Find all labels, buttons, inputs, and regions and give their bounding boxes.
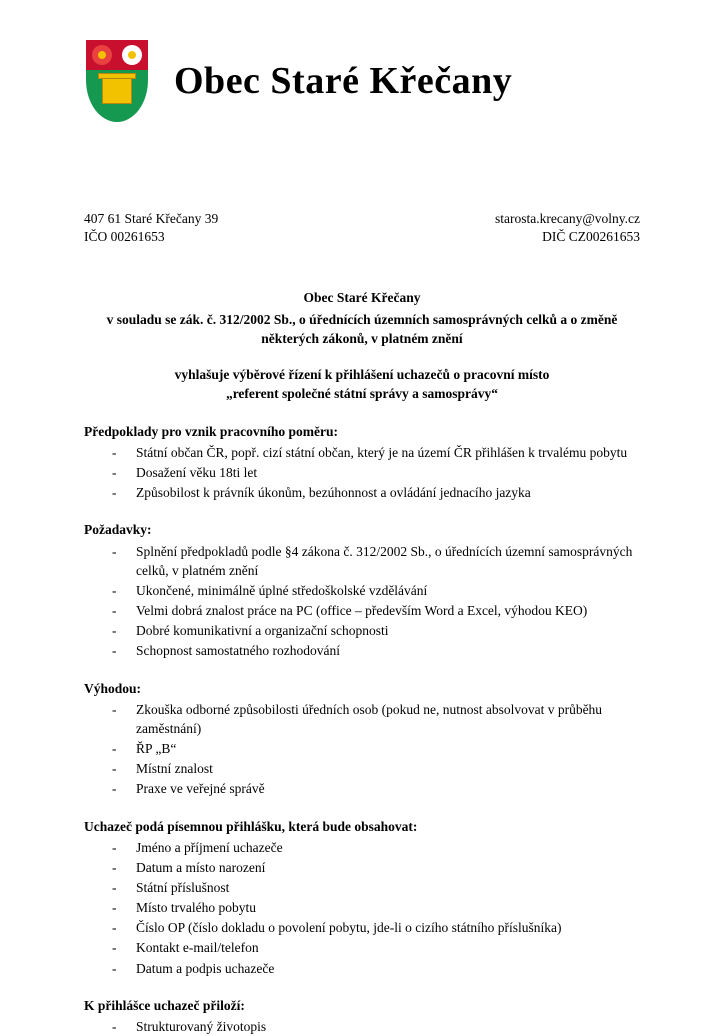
document-intro (84, 310, 640, 349)
list-item: - Místní znalost (104, 759, 640, 778)
section-heading: Požadavky: (84, 522, 152, 538)
intro-line-2: některých zákonů, v platném znění (261, 331, 463, 347)
list-item: - Splnění předpokladů podle §4 zákona č. 312/2002 Sb., o úřednících územní samosprávných celků, v platném znění (104, 542, 640, 580)
list-item: - Zkouška odborné způsobilosti úředních osob (pokud ne, nutnost absolvovat v průběhu zaměstnání) (104, 700, 640, 738)
list-item: - ŘP „B“ (104, 739, 640, 758)
list-item: - Způsobilost k právník úkonům, bezúhonnost a ovládání jednacího jazyka (104, 483, 640, 502)
section-heading: Uchazeč podá písemnou přihlášku, která bude obsahovat: (84, 818, 418, 834)
list-item: - Strukturovaný životopis (104, 1017, 640, 1036)
list-item: - Praxe ve veřejné správě (104, 779, 640, 798)
list-item: - Kontakt e-mail/telefon (104, 938, 640, 957)
section-heading: K přihlášce uchazeč přiloží: (84, 997, 245, 1013)
ico-line: IČO 00261653 (84, 229, 165, 245)
section-heading: Výhodou: (84, 680, 142, 696)
address-left (84, 210, 218, 246)
organization-title: Obec Staré Křečany (174, 60, 513, 102)
announce-line-1: vyhlašuje výběrové řízení k přihlášení uchazečů o pracovní místo (174, 366, 550, 382)
list-item: - Ukončené, minimálně úplné středoškolské vzdělávání (104, 581, 640, 600)
list-item: - Datum a místo narození (104, 858, 640, 877)
announce-line-2: „referent společné státní správy a samosprávy“ (225, 386, 499, 402)
list-item: - Datum a podpis uchazeče (104, 959, 640, 978)
list-item: - Místo trvalého pobytu (104, 898, 640, 917)
section-list (84, 700, 640, 799)
list-item: - Dosažení věku 18ti let (104, 463, 640, 482)
list-item: - Státní občan ČR, popř. cizí státní občan, který je na území ČR přihlášen k trvalému pobytu (104, 443, 640, 462)
address-right (495, 210, 640, 246)
contact-block (84, 210, 640, 246)
intro-line-1: v souladu se zák. č. 312/2002 Sb., o úřednících územních samosprávných celků a o změně (106, 311, 618, 327)
section-list (84, 542, 640, 661)
list-item: - Státní příslušnost (104, 878, 640, 897)
section-list (84, 1017, 640, 1036)
section-heading: Předpoklady pro vznik pracovního poměru: (84, 423, 339, 439)
list-item: - Velmi dobrá znalost práce na PC (office – především Word a Excel, výhodou KEO) (104, 601, 640, 620)
document-announcement (84, 365, 640, 404)
list-item: - Schopnost samostatného rozhodování (104, 641, 640, 660)
list-item: - Dobré komunikativní a organizační schopnosti (104, 621, 640, 640)
coat-of-arms-icon (86, 40, 148, 122)
list-item: - Jméno a příjmení uchazeče (104, 838, 640, 857)
letterhead-header (84, 0, 640, 122)
section-list (84, 838, 640, 978)
list-item: - Číslo OP (číslo dokladu o povolení pobytu, jde-li o cizího státního příslušníka) (104, 918, 640, 937)
document-body (84, 288, 640, 1036)
address-line-1: 407 61 Staré Křečany 39 (84, 211, 219, 226)
document-org-name: Obec Staré Křečany (303, 290, 421, 306)
section-list (84, 443, 640, 502)
dic-line: DIČ CZ00261653 (542, 229, 640, 245)
email-text: starosta.krecany@volny.cz (495, 211, 640, 226)
